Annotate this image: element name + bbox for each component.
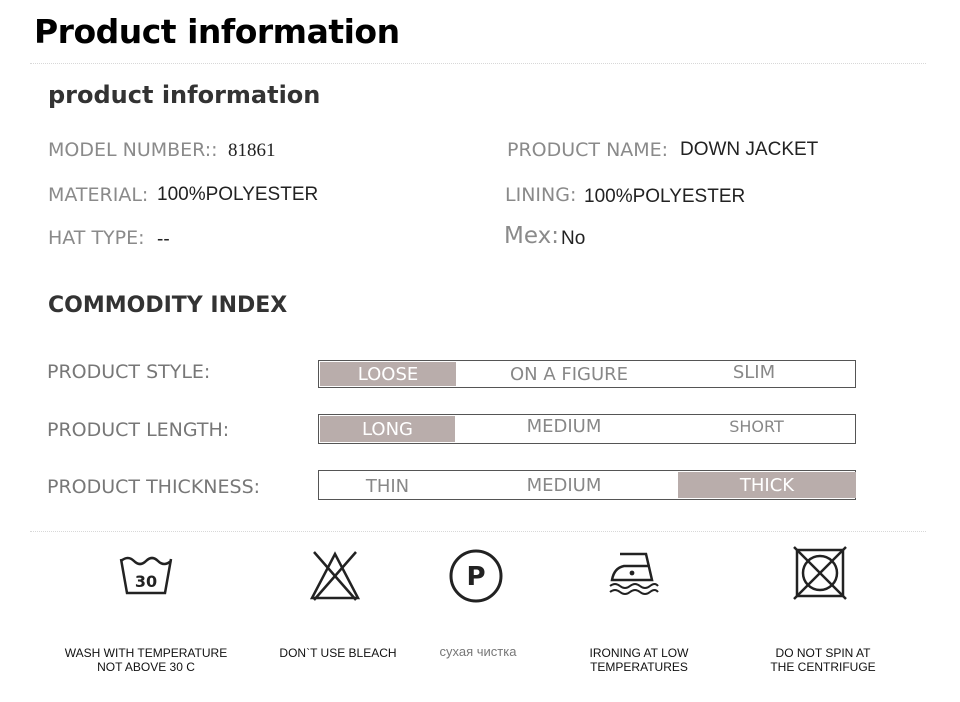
- style-option-loose: LOOSE: [320, 362, 456, 386]
- length-option-short: SHORT: [729, 417, 784, 436]
- thickness-option-thick: THICK: [678, 472, 856, 498]
- fur-label: Mex:: [504, 223, 559, 249]
- wash-30-icon: [118, 553, 174, 604]
- commodity-index-title: COMMODITY INDEX: [48, 293, 288, 318]
- care-label-ironing: [572, 646, 706, 674]
- care-label-line: NOT ABOVE 30 C: [97, 660, 195, 674]
- fur-value: No: [561, 228, 586, 249]
- care-label-dry-clean: [418, 645, 538, 659]
- care-label-line: TEMPERATURES: [590, 660, 688, 674]
- length-option-medium: MEDIUM: [526, 416, 602, 437]
- divider: [30, 531, 926, 532]
- lining-label: LINING:: [505, 184, 577, 206]
- care-label-line: DON`T USE BLEACH: [279, 646, 397, 660]
- thickness-option-thin: THIN: [365, 476, 410, 497]
- low-iron-icon: [606, 548, 662, 601]
- svg-text:P: P: [466, 562, 486, 592]
- page-title: Product information: [34, 12, 400, 51]
- care-label-line: сухая чистка: [439, 644, 517, 659]
- thickness-scale: [318, 470, 856, 500]
- care-label-wash: [56, 646, 236, 674]
- product-name-label: PRODUCT NAME:: [507, 139, 669, 161]
- style-scale: [318, 360, 856, 388]
- care-label-line: THE CENTRIFUGE: [770, 660, 876, 674]
- thickness-label: PRODUCT THICKNESS:: [47, 476, 261, 498]
- material-label: MATERIAL:: [48, 184, 149, 206]
- dry-clean-p-icon: [447, 547, 505, 610]
- divider: [30, 63, 926, 64]
- section-title: product information: [48, 81, 321, 109]
- model-number-value: 81861: [228, 140, 276, 161]
- style-option-figure: ON A FIGURE: [509, 363, 629, 385]
- style-option-slim: SLIM: [732, 362, 776, 383]
- care-label-spin: [758, 646, 888, 674]
- material-value: 100%POLYESTER: [157, 184, 319, 205]
- length-label: PRODUCT LENGTH:: [47, 419, 230, 441]
- care-label-line: DO NOT SPIN AT: [775, 646, 871, 660]
- no-bleach-icon: [308, 548, 362, 609]
- svg-text:30: 30: [134, 572, 158, 591]
- thickness-option-medium: MEDIUM: [526, 474, 602, 496]
- style-label: PRODUCT STYLE:: [47, 361, 211, 383]
- no-tumble-dry-icon: [792, 545, 848, 606]
- care-label-bleach: [268, 646, 408, 660]
- hat-type-value: --: [157, 229, 170, 250]
- hat-type-label: HAT TYPE:: [48, 227, 145, 249]
- care-label-line: IRONING AT LOW: [589, 646, 689, 660]
- lining-value: 100%POLYESTER: [584, 186, 746, 207]
- length-option-long: LONG: [320, 416, 455, 442]
- product-name-value: DOWN JACKET: [680, 139, 819, 160]
- length-scale: [318, 414, 856, 444]
- care-label-line: WASH WITH TEMPERATURE: [64, 646, 228, 660]
- model-number-label: MODEL NUMBER::: [48, 139, 218, 161]
